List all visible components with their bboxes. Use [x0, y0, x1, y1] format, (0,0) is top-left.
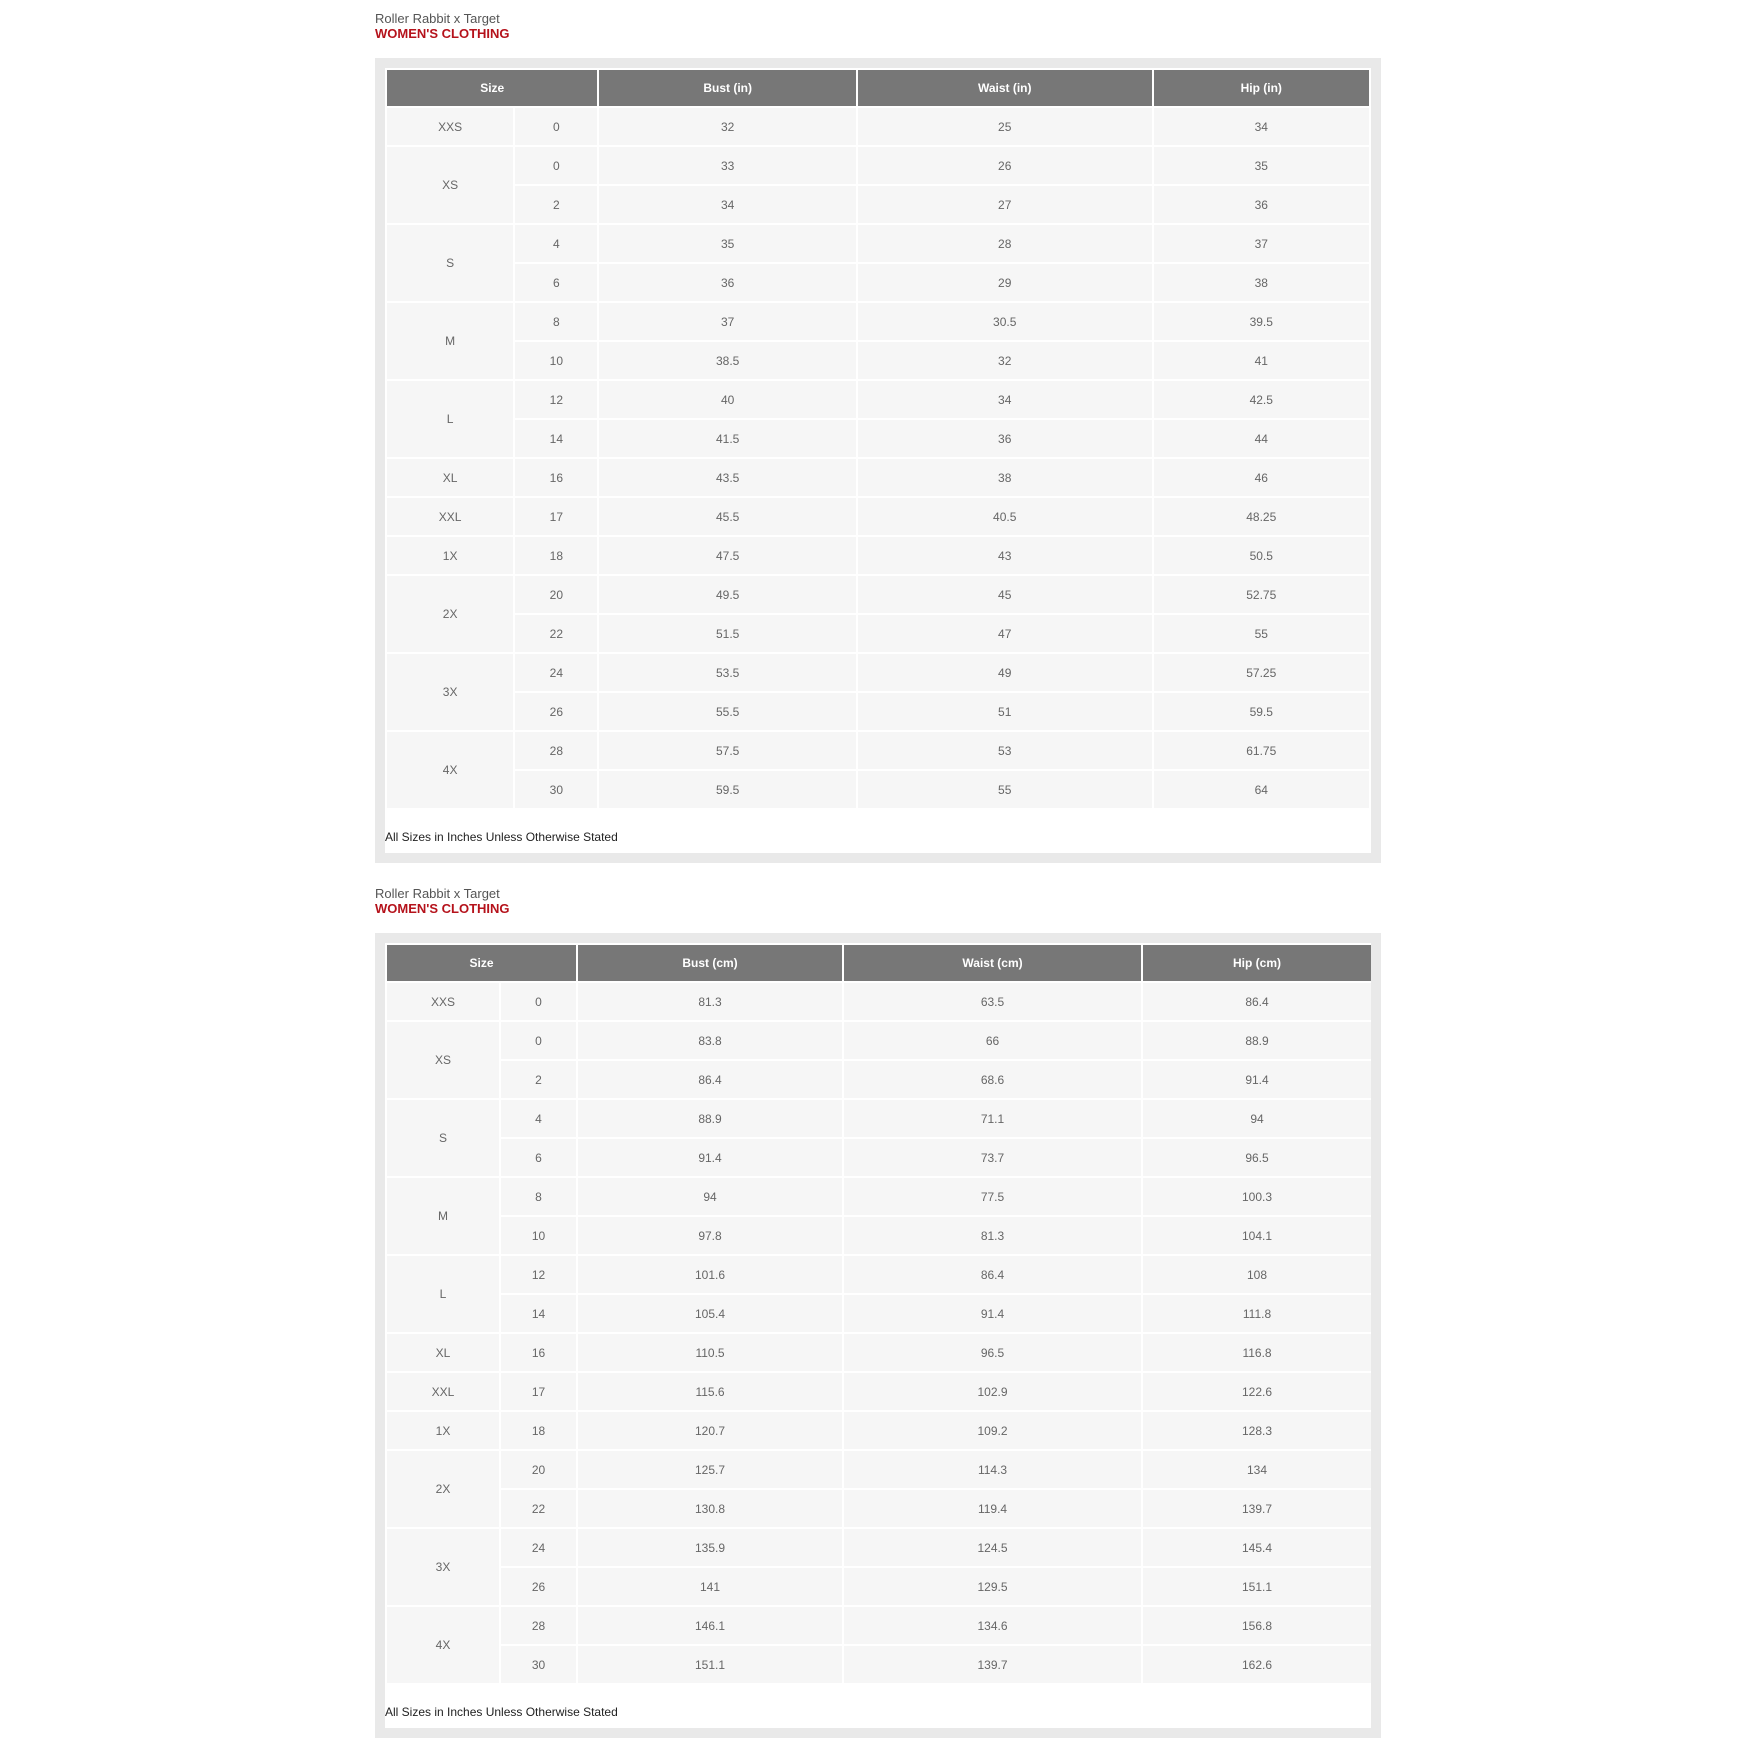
- header-size: Size: [387, 945, 576, 981]
- size-number-cell: 28: [515, 732, 597, 769]
- size-number-cell: 14: [515, 420, 597, 457]
- size-number-cell: 8: [501, 1178, 576, 1215]
- size-label-cell: 4X: [387, 732, 513, 808]
- table-header-row: [387, 70, 1369, 106]
- header-bust: Bust (cm): [578, 945, 842, 981]
- hip-cell: 34: [1154, 108, 1369, 145]
- size-number-cell: 12: [515, 381, 597, 418]
- bust-cell: 32: [599, 108, 856, 145]
- size-label-cell: M: [387, 303, 513, 379]
- waist-cell: 38: [858, 459, 1152, 496]
- hip-cell: 134: [1143, 1451, 1371, 1488]
- waist-cell: 66: [844, 1022, 1141, 1059]
- table-row: [387, 576, 1369, 613]
- hip-cell: 64: [1154, 771, 1369, 808]
- waist-cell: 45: [858, 576, 1152, 613]
- hip-cell: 108: [1143, 1256, 1371, 1293]
- size-number-cell: 16: [515, 459, 597, 496]
- waist-cell: 91.4: [844, 1295, 1141, 1332]
- hip-cell: 151.1: [1143, 1568, 1371, 1605]
- size-number-cell: 10: [515, 342, 597, 379]
- hip-cell: 55: [1154, 615, 1369, 652]
- size-number-cell: 24: [501, 1529, 576, 1566]
- table-row: [387, 498, 1369, 535]
- size-number-cell: 20: [501, 1451, 576, 1488]
- size-table-inches: [385, 68, 1371, 810]
- size-label-cell: 3X: [387, 654, 513, 730]
- waist-cell: 43: [858, 537, 1152, 574]
- size-label-cell: XXL: [387, 1373, 499, 1410]
- size-label-cell: XL: [387, 1334, 499, 1371]
- units-note: All Sizes in Inches Unless Otherwise Stated: [385, 1705, 618, 1719]
- table-row: [387, 303, 1369, 340]
- waist-cell: 47: [858, 615, 1152, 652]
- size-number-cell: 16: [501, 1334, 576, 1371]
- table-row: [387, 1451, 1371, 1488]
- table-row: [387, 1022, 1371, 1059]
- hip-cell: 96.5: [1143, 1139, 1371, 1176]
- bust-cell: 105.4: [578, 1295, 842, 1332]
- waist-cell: 29: [858, 264, 1152, 301]
- table-row: [387, 1100, 1371, 1137]
- bust-cell: 55.5: [599, 693, 856, 730]
- waist-cell: 114.3: [844, 1451, 1141, 1488]
- size-number-cell: 26: [501, 1568, 576, 1605]
- size-number-cell: 22: [501, 1490, 576, 1527]
- waist-cell: 30.5: [858, 303, 1152, 340]
- hip-cell: 37: [1154, 225, 1369, 262]
- waist-cell: 102.9: [844, 1373, 1141, 1410]
- hip-cell: 42.5: [1154, 381, 1369, 418]
- hip-cell: 100.3: [1143, 1178, 1371, 1215]
- hip-cell: 48.25: [1154, 498, 1369, 535]
- table-row: [387, 1373, 1371, 1410]
- table-row: [387, 1256, 1371, 1293]
- hip-cell: 52.75: [1154, 576, 1369, 613]
- chart-title: WOMEN'S CLOTHING: [375, 901, 510, 916]
- hip-cell: 94: [1143, 1100, 1371, 1137]
- waist-cell: 71.1: [844, 1100, 1141, 1137]
- header-hip: Hip (in): [1154, 70, 1369, 106]
- size-label-cell: 3X: [387, 1529, 499, 1605]
- bust-cell: 97.8: [578, 1217, 842, 1254]
- chart-title: WOMEN'S CLOTHING: [375, 26, 510, 41]
- size-label-cell: XXS: [387, 108, 513, 145]
- size-table-cm: [385, 943, 1373, 1685]
- hip-cell: 91.4: [1143, 1061, 1371, 1098]
- size-number-cell: 18: [515, 537, 597, 574]
- bust-cell: 83.8: [578, 1022, 842, 1059]
- waist-cell: 109.2: [844, 1412, 1141, 1449]
- size-label-cell: XXL: [387, 498, 513, 535]
- hip-cell: 128.3: [1143, 1412, 1371, 1449]
- waist-cell: 26: [858, 147, 1152, 184]
- hip-cell: 59.5: [1154, 693, 1369, 730]
- size-label-cell: L: [387, 1256, 499, 1332]
- hip-cell: 122.6: [1143, 1373, 1371, 1410]
- size-number-cell: 0: [515, 108, 597, 145]
- size-number-cell: 2: [501, 1061, 576, 1098]
- table-row: [387, 693, 1369, 730]
- size-label-cell: XS: [387, 147, 513, 223]
- bust-cell: 33: [599, 147, 856, 184]
- table-body: [387, 983, 1371, 1683]
- bust-cell: 146.1: [578, 1607, 842, 1644]
- header-bust: Bust (in): [599, 70, 856, 106]
- waist-cell: 139.7: [844, 1646, 1141, 1683]
- bust-cell: 53.5: [599, 654, 856, 691]
- table-row: [387, 537, 1369, 574]
- waist-cell: 36: [858, 420, 1152, 457]
- bust-cell: 37: [599, 303, 856, 340]
- waist-cell: 34: [858, 381, 1152, 418]
- size-chart-cm-section: [375, 886, 1381, 1719]
- size-chart-panel: [375, 933, 1381, 1738]
- header-waist: Waist (in): [858, 70, 1152, 106]
- size-label-cell: XL: [387, 459, 513, 496]
- bust-cell: 34: [599, 186, 856, 223]
- table-row: [387, 732, 1369, 769]
- bust-cell: 59.5: [599, 771, 856, 808]
- table-row: [387, 186, 1369, 223]
- waist-cell: 129.5: [844, 1568, 1141, 1605]
- size-chart-inner: [385, 68, 1371, 853]
- table-row: [387, 1529, 1371, 1566]
- hip-cell: 36: [1154, 186, 1369, 223]
- table-row: [387, 459, 1369, 496]
- hip-cell: 139.7: [1143, 1490, 1371, 1527]
- hip-cell: 35: [1154, 147, 1369, 184]
- size-label-cell: 1X: [387, 1412, 499, 1449]
- table-row: [387, 1607, 1371, 1644]
- bust-cell: 51.5: [599, 615, 856, 652]
- hip-cell: 111.8: [1143, 1295, 1371, 1332]
- waist-cell: 73.7: [844, 1139, 1141, 1176]
- size-number-cell: 14: [501, 1295, 576, 1332]
- table-row: [387, 1334, 1371, 1371]
- waist-cell: 51: [858, 693, 1152, 730]
- table-row: [387, 1217, 1371, 1254]
- hip-cell: 145.4: [1143, 1529, 1371, 1566]
- waist-cell: 40.5: [858, 498, 1152, 535]
- waist-cell: 63.5: [844, 983, 1141, 1020]
- size-label-cell: 2X: [387, 1451, 499, 1527]
- size-label-cell: 1X: [387, 537, 513, 574]
- brand-label: Roller Rabbit x Target: [375, 886, 500, 901]
- hip-cell: 86.4: [1143, 983, 1371, 1020]
- waist-cell: 53: [858, 732, 1152, 769]
- waist-cell: 25: [858, 108, 1152, 145]
- bust-cell: 57.5: [599, 732, 856, 769]
- hip-cell: 38: [1154, 264, 1369, 301]
- bust-cell: 115.6: [578, 1373, 842, 1410]
- waist-cell: 77.5: [844, 1178, 1141, 1215]
- size-number-cell: 8: [515, 303, 597, 340]
- size-number-cell: 2: [515, 186, 597, 223]
- bust-cell: 40: [599, 381, 856, 418]
- bust-cell: 35: [599, 225, 856, 262]
- size-number-cell: 26: [515, 693, 597, 730]
- hip-cell: 156.8: [1143, 1607, 1371, 1644]
- size-chart-inches-section: [375, 11, 1381, 844]
- table-header-row: [387, 945, 1371, 981]
- table-row: [387, 771, 1369, 808]
- bust-cell: 81.3: [578, 983, 842, 1020]
- hip-cell: 116.8: [1143, 1334, 1371, 1371]
- size-number-cell: 0: [501, 1022, 576, 1059]
- hip-cell: 88.9: [1143, 1022, 1371, 1059]
- bust-cell: 45.5: [599, 498, 856, 535]
- size-label-cell: L: [387, 381, 513, 457]
- table-row: [387, 1568, 1371, 1605]
- size-label-cell: S: [387, 1100, 499, 1176]
- bust-cell: 86.4: [578, 1061, 842, 1098]
- hip-cell: 44: [1154, 420, 1369, 457]
- table-row: [387, 615, 1369, 652]
- header-hip: Hip (cm): [1143, 945, 1371, 981]
- hip-cell: 46: [1154, 459, 1369, 496]
- size-number-cell: 6: [501, 1139, 576, 1176]
- waist-cell: 68.6: [844, 1061, 1141, 1098]
- bust-cell: 135.9: [578, 1529, 842, 1566]
- waist-cell: 134.6: [844, 1607, 1141, 1644]
- header-size: Size: [387, 70, 597, 106]
- size-label-cell: XXS: [387, 983, 499, 1020]
- table-row: [387, 108, 1369, 145]
- size-number-cell: 6: [515, 264, 597, 301]
- table-row: [387, 420, 1369, 457]
- table-row: [387, 983, 1371, 1020]
- size-chart-panel: [375, 58, 1381, 863]
- size-number-cell: 24: [515, 654, 597, 691]
- waist-cell: 119.4: [844, 1490, 1141, 1527]
- table-row: [387, 147, 1369, 184]
- bust-cell: 101.6: [578, 1256, 842, 1293]
- bust-cell: 43.5: [599, 459, 856, 496]
- bust-cell: 88.9: [578, 1100, 842, 1137]
- size-label-cell: M: [387, 1178, 499, 1254]
- table-row: [387, 342, 1369, 379]
- size-number-cell: 28: [501, 1607, 576, 1644]
- waist-cell: 27: [858, 186, 1152, 223]
- bust-cell: 130.8: [578, 1490, 842, 1527]
- size-label-cell: 4X: [387, 1607, 499, 1683]
- size-number-cell: 30: [501, 1646, 576, 1683]
- size-number-cell: 4: [515, 225, 597, 262]
- units-note: All Sizes in Inches Unless Otherwise Stated: [385, 830, 618, 844]
- hip-cell: 104.1: [1143, 1217, 1371, 1254]
- table-row: [387, 1490, 1371, 1527]
- hip-cell: 162.6: [1143, 1646, 1371, 1683]
- header-waist: Waist (cm): [844, 945, 1141, 981]
- table-row: [387, 225, 1369, 262]
- size-number-cell: 10: [501, 1217, 576, 1254]
- size-number-cell: 20: [515, 576, 597, 613]
- table-body: [387, 108, 1369, 808]
- table-row: [387, 1646, 1371, 1683]
- size-label-cell: XS: [387, 1022, 499, 1098]
- bust-cell: 94: [578, 1178, 842, 1215]
- size-label-cell: S: [387, 225, 513, 301]
- table-row: [387, 264, 1369, 301]
- bust-cell: 41.5: [599, 420, 856, 457]
- waist-cell: 86.4: [844, 1256, 1141, 1293]
- hip-cell: 57.25: [1154, 654, 1369, 691]
- size-chart-inner: [385, 943, 1371, 1728]
- brand-label: Roller Rabbit x Target: [375, 11, 500, 26]
- size-number-cell: 4: [501, 1100, 576, 1137]
- size-number-cell: 17: [515, 498, 597, 535]
- size-number-cell: 22: [515, 615, 597, 652]
- waist-cell: 49: [858, 654, 1152, 691]
- hip-cell: 39.5: [1154, 303, 1369, 340]
- size-number-cell: 0: [501, 983, 576, 1020]
- table-row: [387, 1139, 1371, 1176]
- bust-cell: 47.5: [599, 537, 856, 574]
- size-number-cell: 30: [515, 771, 597, 808]
- waist-cell: 96.5: [844, 1334, 1141, 1371]
- size-number-cell: 0: [515, 147, 597, 184]
- size-label-cell: 2X: [387, 576, 513, 652]
- table-row: [387, 1412, 1371, 1449]
- bust-cell: 110.5: [578, 1334, 842, 1371]
- table-row: [387, 1295, 1371, 1332]
- bust-cell: 120.7: [578, 1412, 842, 1449]
- size-number-cell: 12: [501, 1256, 576, 1293]
- table-row: [387, 381, 1369, 418]
- waist-cell: 124.5: [844, 1529, 1141, 1566]
- size-number-cell: 18: [501, 1412, 576, 1449]
- table-row: [387, 1178, 1371, 1215]
- table-row: [387, 1061, 1371, 1098]
- table-row: [387, 654, 1369, 691]
- hip-cell: 50.5: [1154, 537, 1369, 574]
- bust-cell: 141: [578, 1568, 842, 1605]
- waist-cell: 81.3: [844, 1217, 1141, 1254]
- bust-cell: 91.4: [578, 1139, 842, 1176]
- hip-cell: 41: [1154, 342, 1369, 379]
- bust-cell: 125.7: [578, 1451, 842, 1488]
- bust-cell: 38.5: [599, 342, 856, 379]
- bust-cell: 49.5: [599, 576, 856, 613]
- bust-cell: 151.1: [578, 1646, 842, 1683]
- size-number-cell: 17: [501, 1373, 576, 1410]
- waist-cell: 55: [858, 771, 1152, 808]
- hip-cell: 61.75: [1154, 732, 1369, 769]
- waist-cell: 28: [858, 225, 1152, 262]
- waist-cell: 32: [858, 342, 1152, 379]
- bust-cell: 36: [599, 264, 856, 301]
